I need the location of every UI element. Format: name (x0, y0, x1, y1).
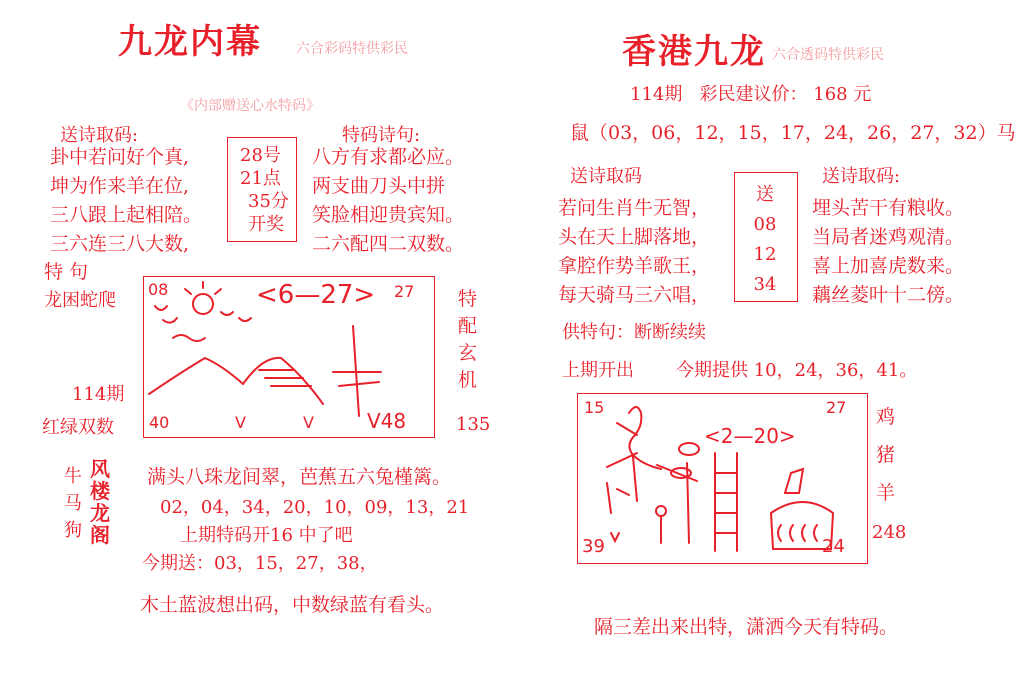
right-picture-sketch (577, 393, 866, 562)
draw-info-line: 21点 (240, 168, 281, 189)
left-special-lines (312, 143, 464, 259)
left-special-heading: 特码诗句: (342, 125, 421, 146)
pole-sketch (687, 463, 689, 543)
left-pic-top-right: 27 (394, 282, 415, 301)
left-side-vertical (458, 286, 477, 394)
name-char: 阁 (90, 523, 110, 547)
left-pic-top-left: 08 (148, 280, 169, 299)
right-poem-lines-b (812, 194, 964, 310)
ladder-sketch (715, 453, 737, 551)
special-line: 八方有求都必应。 (312, 146, 465, 168)
color-hint: 红绿双数 (42, 417, 114, 438)
side-char: 机 (458, 369, 478, 391)
name-char: 龙 (90, 501, 110, 525)
left-title-sub: 六合彩码特供彩民 (296, 41, 408, 57)
left-this-send: 今期送：03，15，27，38， (142, 553, 378, 574)
right-poem-heading-a: 送诗取码 (570, 166, 642, 187)
right-footer: 隔三差出来出特，潇洒今天有特码。 (594, 616, 899, 638)
tejv-text: 龙困蛇爬 (44, 290, 116, 311)
poem-line: 坤为作来羊在位, (50, 175, 190, 197)
left-name-vertical (90, 458, 110, 546)
left-animals-vertical (64, 463, 82, 544)
flag-sketch (785, 469, 803, 493)
left-poem-heading: 送诗取码: (60, 125, 139, 146)
animal-char: 鸡 (876, 406, 896, 428)
right-title-sub: 六合透码特供彩民 (772, 47, 884, 63)
small-figure-sketch (607, 483, 629, 513)
left-footer: 木土蓝波想出码，中数绿蓝有看头。 (140, 594, 445, 616)
v-mark-sketch (611, 533, 619, 541)
poem-line: 三八跟上起相陪。 (50, 204, 203, 226)
ball-sketch (656, 506, 666, 516)
left-side-number: 135 (456, 414, 491, 435)
sun-sketch (193, 294, 213, 314)
mountain-right-sketch (243, 358, 323, 404)
send-item: 34 (753, 274, 777, 295)
left-period: 114期 (72, 384, 125, 405)
side-char: 配 (458, 315, 478, 337)
send-item: 12 (753, 244, 777, 265)
poem-line: 拿腔作势羊歌王， (558, 255, 711, 277)
left-numbers: 02，04，34，20，10，09，13，21 (160, 497, 470, 518)
tejv-label: 特 句 (44, 261, 89, 283)
animal-char: 狗 (64, 520, 82, 541)
right-pic-range: <2—20> (704, 424, 796, 448)
poem-line: 当局者迷鸡观清。 (812, 226, 965, 248)
right-pic-bottom-left: 39 (582, 536, 605, 557)
right-poem-heading-b: 送诗取码: (822, 166, 901, 187)
right-period-line: 114期 彩民建议价： 168 元 (630, 84, 872, 105)
right-pic-bottom-right: 24 (822, 536, 845, 557)
sun-rays-sketch (185, 282, 221, 294)
draw-info-line: 28号 (240, 145, 281, 166)
special-line: 二六配四二双数。 (312, 233, 465, 255)
special-line: 笑脸相迎贵宾知。 (312, 204, 465, 226)
name-char: 楼 (90, 479, 110, 503)
left-pic-bottom-2: V (303, 413, 314, 432)
right-last-period: 上期开出 (562, 360, 634, 381)
mountain-left-sketch (149, 358, 243, 394)
poem-line: 每天骑马三六唱， (558, 284, 711, 306)
poem-line: 喜上加喜虎数来。 (812, 255, 965, 277)
poem-line: 若问生肖牛无智， (558, 197, 711, 219)
animal-char: 马 (64, 493, 82, 514)
pot-lines-sketch (778, 525, 817, 541)
side-char: 玄 (458, 342, 478, 364)
right-side-number: 248 (872, 522, 907, 543)
send-item: 08 (753, 214, 777, 235)
poem-line: 藕丝菱叶十二傍。 (812, 284, 965, 306)
left-note: 《内部赠送心水特码》 (180, 98, 320, 114)
left-poem-lines (50, 143, 202, 259)
special-line: 两支曲刀头中拼 (312, 175, 446, 197)
left-verse: 满头八珠龙间翠，芭蕉五六兔槿篱。 (147, 466, 452, 488)
left-pic-bottom-3: V48 (367, 409, 407, 433)
mountain-lines-sketch (259, 370, 311, 386)
right-pic-top-left: 15 (584, 398, 605, 417)
poem-line: 卦中若问好个真, (50, 146, 190, 168)
poem-line: 头在天上脚落地， (558, 226, 711, 248)
side-char: 特 (458, 288, 478, 310)
figure-limbs-sketch (607, 423, 637, 501)
left-pic-range: <6—27> (256, 280, 376, 310)
right-animals-vertical (876, 398, 895, 512)
left-picture-sketch (143, 276, 433, 436)
right-this-period: 今期提供 10，24，36，41。 (676, 360, 918, 381)
left-pic-bottom-0: 40 (149, 413, 170, 432)
send-item: 送 (756, 184, 774, 205)
send-box-content (734, 180, 796, 300)
left-pic-bottom-1: V (235, 413, 246, 432)
animal-char: 牛 (64, 466, 82, 487)
bird-sketch (173, 335, 205, 341)
right-pic-top-right: 27 (826, 398, 847, 417)
right-rat-line: 鼠（03，06，12，15，17，24，26，27，32）马 (570, 122, 1016, 144)
animal-char: 羊 (876, 482, 896, 504)
poem-line: 埋头苦干有粮收。 (812, 197, 965, 219)
draw-info (240, 144, 289, 236)
left-last-result: 上期特码开16 中了吧 (180, 525, 353, 546)
draw-info-line: 35分 (248, 191, 289, 212)
poem-line: 三六连三八大数, (50, 233, 190, 255)
cross-sketch (333, 326, 381, 416)
left-title: 九龙内幕 (118, 22, 262, 62)
draw-info-line: 开奖 (248, 214, 284, 235)
bird-sketch (679, 443, 699, 455)
right-poem-lines-a (558, 194, 710, 310)
name-char: 风 (90, 457, 110, 481)
animal-char: 猪 (876, 444, 896, 466)
right-special-verse: 供特句：断断续续 (562, 322, 706, 343)
right-title: 香港九龙 (622, 32, 766, 72)
